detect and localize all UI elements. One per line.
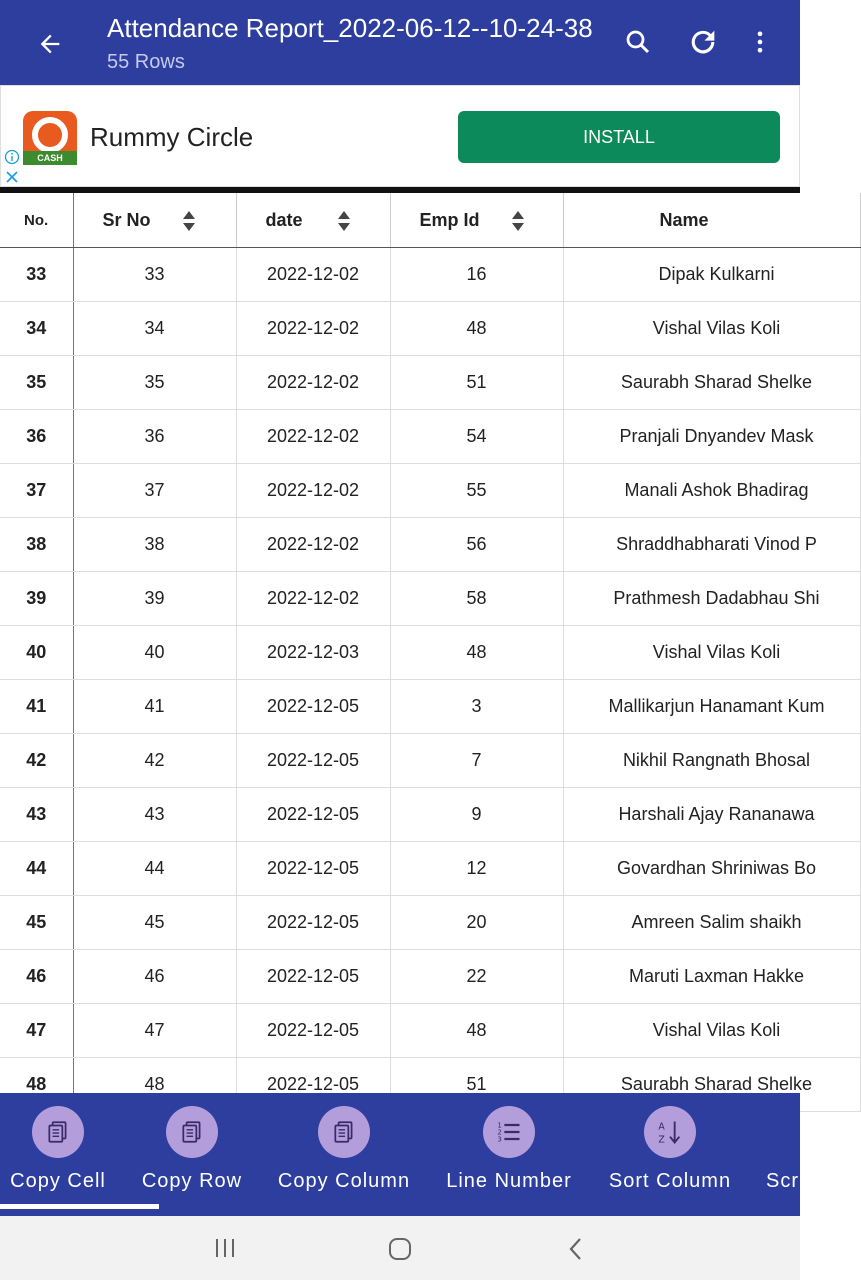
recent-apps-icon[interactable] — [212, 1236, 238, 1260]
row-number-cell[interactable]: 37 — [0, 463, 73, 517]
copy-row-icon — [179, 1119, 205, 1145]
name-cell[interactable]: Pranjali Dnyandev Mask — [563, 409, 860, 463]
emp-id-cell[interactable]: 55 — [390, 463, 563, 517]
table-row[interactable] — [0, 571, 860, 625]
system-nav-bar — [0, 1216, 800, 1280]
row-number-cell[interactable]: 36 — [0, 409, 73, 463]
table-row[interactable] — [0, 409, 860, 463]
row-number-cell[interactable]: 46 — [0, 949, 73, 1003]
svg-text:3: 3 — [497, 1135, 502, 1144]
sr-no-cell[interactable]: 33 — [73, 247, 236, 301]
header-date[interactable]: date — [236, 193, 390, 247]
name-cell[interactable]: Manali Ashok Bhadirag — [563, 463, 860, 517]
date-cell[interactable]: 2022-12-02 — [236, 571, 390, 625]
row-count: 55 Rows — [107, 51, 185, 73]
emp-id-cell[interactable]: 54 — [390, 409, 563, 463]
app-bar — [0, 0, 800, 85]
copy-column-button[interactable]: Copy Column — [274, 1093, 414, 1216]
header-sr-no[interactable]: Sr No — [73, 193, 236, 247]
sr-no-cell[interactable]: 45 — [73, 895, 236, 949]
row-number-cell[interactable]: 45 — [0, 895, 73, 949]
sr-no-cell[interactable]: 44 — [73, 841, 236, 895]
emp-id-cell[interactable]: 7 — [390, 733, 563, 787]
emp-id-cell[interactable]: 56 — [390, 517, 563, 571]
sr-no-cell[interactable]: 37 — [73, 463, 236, 517]
ad-app-name[interactable]: Rummy Circle — [90, 122, 254, 152]
ad-info-icon[interactable] — [4, 149, 20, 165]
sort-icon[interactable] — [337, 209, 351, 233]
emp-id-cell[interactable]: 48 — [390, 1003, 563, 1057]
row-number-cell[interactable]: 33 — [0, 247, 73, 301]
emp-id-cell[interactable]: 20 — [390, 895, 563, 949]
search-icon — [623, 27, 653, 57]
table-row[interactable] — [0, 517, 860, 571]
row-number-cell[interactable]: 34 — [0, 301, 73, 355]
date-cell[interactable]: 2022-12-02 — [236, 301, 390, 355]
name-cell[interactable]: Vishal Vilas Koli — [563, 1003, 860, 1057]
name-cell[interactable]: Saurabh Sharad Shelke — [563, 1057, 860, 1111]
name-cell[interactable]: Shraddhabharati Vinod P — [563, 517, 860, 571]
emp-id-cell[interactable]: 48 — [390, 625, 563, 679]
sr-no-cell[interactable]: 41 — [73, 679, 236, 733]
sr-no-cell[interactable]: 40 — [73, 625, 236, 679]
name-cell[interactable]: Vishal Vilas Koli — [563, 301, 860, 355]
table-row[interactable] — [0, 625, 860, 679]
refresh-icon — [686, 25, 720, 59]
data-table[interactable] — [0, 193, 825, 1094]
sr-no-cell[interactable]: 36 — [73, 409, 236, 463]
name-cell[interactable]: Saurabh Sharad Shelke — [563, 355, 860, 409]
emp-id-cell[interactable]: 48 — [390, 301, 563, 355]
table-row[interactable] — [0, 841, 860, 895]
svg-text:A: A — [658, 1121, 665, 1133]
scroll-button[interactable]: Scr — [766, 1170, 799, 1192]
row-number-cell[interactable]: 38 — [0, 517, 73, 571]
date-cell[interactable]: 2022-12-05 — [236, 841, 390, 895]
row-number-cell[interactable]: 43 — [0, 787, 73, 841]
table-row[interactable] — [0, 1003, 860, 1057]
sr-no-cell[interactable]: 43 — [73, 787, 236, 841]
row-number-cell[interactable]: 39 — [0, 571, 73, 625]
bottom-toolbar — [0, 1093, 800, 1216]
sort-icon[interactable] — [511, 209, 525, 233]
copy-cell-icon — [45, 1119, 71, 1145]
date-cell[interactable]: 2022-12-05 — [236, 787, 390, 841]
row-number-cell[interactable]: 48 — [0, 1057, 73, 1111]
back-button[interactable] — [30, 24, 70, 64]
row-number-cell[interactable]: 42 — [0, 733, 73, 787]
line-number-button[interactable]: 1 2 3 Line Number — [443, 1093, 575, 1216]
date-cell[interactable]: 2022-12-05 — [236, 679, 390, 733]
date-cell[interactable]: 2022-12-05 — [236, 949, 390, 1003]
more-options-button[interactable] — [740, 22, 780, 62]
row-number-cell[interactable]: 35 — [0, 355, 73, 409]
row-number-cell[interactable]: 47 — [0, 1003, 73, 1057]
ad-close-icon[interactable] — [4, 169, 20, 185]
copy-row-button[interactable]: Copy Row — [136, 1093, 248, 1216]
name-cell[interactable]: Mallikarjun Hanamant Kum — [563, 679, 860, 733]
selected-tab-indicator — [0, 1204, 159, 1209]
date-cell[interactable]: 2022-12-05 — [236, 1057, 390, 1111]
name-cell[interactable]: Amreen Salim shaikh — [563, 895, 860, 949]
table-row[interactable] — [0, 949, 860, 1003]
sr-no-cell[interactable]: 46 — [73, 949, 236, 1003]
refresh-button[interactable] — [683, 22, 723, 62]
emp-id-cell[interactable]: 22 — [390, 949, 563, 1003]
row-number-cell[interactable]: 44 — [0, 841, 73, 895]
table-row[interactable] — [0, 733, 860, 787]
table-row[interactable] — [0, 247, 860, 301]
date-cell[interactable]: 2022-12-02 — [236, 355, 390, 409]
row-number-cell[interactable]: 41 — [0, 679, 73, 733]
emp-id-cell[interactable]: 16 — [390, 247, 563, 301]
header-no[interactable]: No. — [0, 193, 73, 247]
back-arrow-icon — [36, 30, 64, 58]
emp-id-cell[interactable]: 51 — [390, 355, 563, 409]
system-back-icon[interactable] — [564, 1236, 588, 1262]
copy-column-icon — [331, 1119, 357, 1145]
sr-no-cell[interactable]: 34 — [73, 301, 236, 355]
install-button[interactable]: INSTALL — [458, 111, 780, 163]
sr-no-cell[interactable]: 47 — [73, 1003, 236, 1057]
emp-id-cell[interactable]: 3 — [390, 679, 563, 733]
sr-no-cell[interactable]: 42 — [73, 733, 236, 787]
date-cell[interactable]: 2022-12-02 — [236, 517, 390, 571]
date-cell[interactable]: 2022-12-03 — [236, 625, 390, 679]
table-row[interactable] — [0, 355, 860, 409]
sort-column-button[interactable]: A Z Sort Column — [604, 1093, 736, 1216]
emp-id-cell[interactable]: 58 — [390, 571, 563, 625]
name-cell[interactable]: Nikhil Rangnath Bhosal — [563, 733, 860, 787]
name-cell[interactable]: Harshali Ajay Rananawa — [563, 787, 860, 841]
name-cell[interactable]: Vishal Vilas Koli — [563, 625, 860, 679]
sr-no-cell[interactable]: 48 — [73, 1057, 236, 1111]
page-title: Attendance Report_2022-06-12--10-24-38 — [107, 13, 593, 43]
date-cell[interactable]: 2022-12-02 — [236, 463, 390, 517]
sr-no-cell[interactable]: 38 — [73, 517, 236, 571]
date-cell[interactable]: 2022-12-02 — [236, 409, 390, 463]
date-cell[interactable]: 2022-12-05 — [236, 733, 390, 787]
search-button[interactable] — [618, 22, 658, 62]
date-cell[interactable]: 2022-12-05 — [236, 895, 390, 949]
name-cell[interactable]: Govardhan Shriniwas Bo — [563, 841, 860, 895]
line-number-icon — [495, 1118, 523, 1146]
sr-no-cell[interactable]: 39 — [73, 571, 236, 625]
date-cell[interactable]: 2022-12-02 — [236, 247, 390, 301]
svg-text:Z: Z — [658, 1134, 665, 1146]
row-number-cell[interactable]: 40 — [0, 625, 73, 679]
ad-banner[interactable] — [0, 85, 800, 187]
table-row[interactable] — [0, 463, 860, 517]
name-cell[interactable]: Maruti Laxman Hakke — [563, 949, 860, 1003]
sort-icon[interactable] — [182, 209, 196, 233]
ad-app-logo[interactable] — [23, 111, 77, 165]
emp-id-cell[interactable]: 12 — [390, 841, 563, 895]
ad-logo-text: CASH — [23, 151, 77, 165]
home-icon[interactable] — [387, 1236, 413, 1262]
emp-id-cell[interactable]: 51 — [390, 1057, 563, 1111]
emp-id-cell[interactable]: 9 — [390, 787, 563, 841]
table-row[interactable] — [0, 301, 860, 355]
svg-text:1: 1 — [497, 1121, 502, 1130]
date-cell[interactable]: 2022-12-05 — [236, 1003, 390, 1057]
more-vert-icon — [746, 28, 774, 56]
copy-cell-button[interactable]: Copy Cell — [0, 1093, 116, 1216]
name-cell[interactable]: Prathmesh Dadabhau Shi — [563, 571, 860, 625]
header-name[interactable]: Name — [563, 193, 860, 247]
sort-az-icon — [656, 1118, 684, 1146]
header-emp-id[interactable]: Emp Id — [390, 193, 563, 247]
table-row[interactable] — [0, 787, 860, 841]
table-row[interactable] — [0, 895, 860, 949]
name-cell[interactable]: Dipak Kulkarni — [563, 247, 860, 301]
svg-text:2: 2 — [497, 1128, 502, 1137]
sr-no-cell[interactable]: 35 — [73, 355, 236, 409]
table-row[interactable] — [0, 679, 860, 733]
